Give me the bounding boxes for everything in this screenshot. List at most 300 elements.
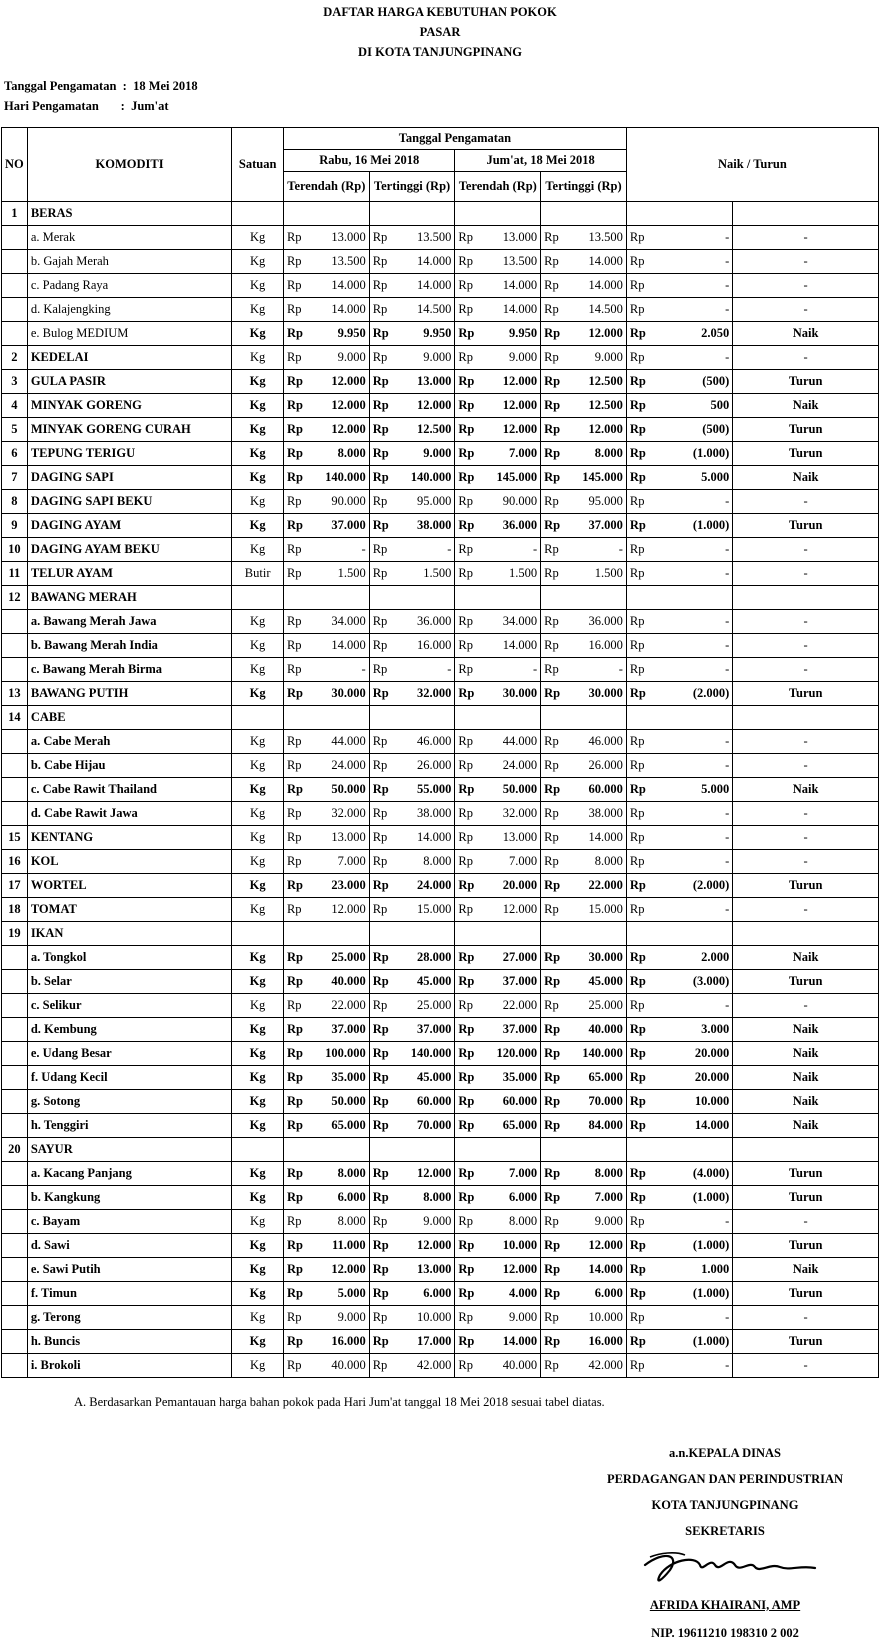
price-value: 70.000	[571, 1090, 627, 1114]
rp-label: Rp	[455, 682, 485, 706]
price-value: 10.000	[571, 1306, 627, 1330]
price-value: 36.000	[485, 514, 541, 538]
price-value	[399, 922, 455, 946]
rp-label: Rp	[455, 850, 485, 874]
rp-label: Rp	[283, 1162, 313, 1186]
rp-label	[455, 922, 485, 946]
rp-label: Rp	[626, 490, 656, 514]
table-row	[2, 370, 879, 394]
rp-label: Rp	[455, 226, 485, 250]
rp-label	[541, 202, 571, 226]
price-value: 30.000	[313, 682, 369, 706]
rp-label: Rp	[283, 850, 313, 874]
price-value: 37.000	[485, 1018, 541, 1042]
rp-label: Rp	[541, 874, 571, 898]
row-no	[2, 1114, 28, 1138]
diff-value: (1.000)	[656, 1234, 732, 1258]
price-value: 140.000	[399, 466, 455, 490]
document-title	[0, 2, 880, 62]
status-cell: Turun	[733, 1234, 879, 1258]
commodity-name: b. Bawang Merah India	[27, 634, 232, 658]
status-cell: Naik	[733, 322, 879, 346]
rp-label: Rp	[455, 778, 485, 802]
rp-label: Rp	[626, 250, 656, 274]
rp-label: Rp	[369, 1042, 399, 1066]
unit-cell	[232, 706, 284, 730]
rp-label: Rp	[455, 298, 485, 322]
rp-label: Rp	[283, 394, 313, 418]
rp-label: Rp	[369, 226, 399, 250]
header-terendah-2: Terendah (Rp)	[455, 172, 541, 202]
row-no	[2, 226, 28, 250]
price-value: 9.950	[399, 322, 455, 346]
price-value: 24.000	[399, 874, 455, 898]
price-value: 17.000	[399, 1330, 455, 1354]
status-cell: Turun	[733, 442, 879, 466]
rp-label: Rp	[541, 346, 571, 370]
diff-value: -	[656, 898, 732, 922]
price-value: 9.000	[399, 1210, 455, 1234]
rp-label	[626, 1138, 656, 1162]
table-row	[2, 1114, 879, 1138]
header-date-2: Jum'at, 18 Mei 2018	[455, 150, 626, 172]
status-cell: Turun	[733, 370, 879, 394]
status-cell: Naik	[733, 1066, 879, 1090]
observation-day: Hari Pengamatan : Jum'at	[4, 99, 169, 113]
diff-value: -	[656, 298, 732, 322]
price-value	[485, 202, 541, 226]
price-value: 44.000	[485, 730, 541, 754]
rp-label	[626, 706, 656, 730]
commodity-name: a. Cabe Merah	[27, 730, 232, 754]
status-cell: -	[733, 538, 879, 562]
unit-cell: Kg	[232, 754, 284, 778]
price-value: 37.000	[485, 970, 541, 994]
unit-cell: Kg	[232, 1210, 284, 1234]
rp-label: Rp	[283, 610, 313, 634]
rp-label: Rp	[283, 874, 313, 898]
price-value: 14.000	[485, 634, 541, 658]
rp-label: Rp	[369, 466, 399, 490]
row-no: 9	[2, 514, 28, 538]
price-value	[399, 706, 455, 730]
rp-label: Rp	[455, 970, 485, 994]
price-value: 8.000	[313, 1162, 369, 1186]
rp-label: Rp	[455, 1186, 485, 1210]
price-value: 14.000	[399, 274, 455, 298]
status-cell: Turun	[733, 514, 879, 538]
rp-label: Rp	[369, 490, 399, 514]
status-cell: Naik	[733, 1042, 879, 1066]
table-row	[2, 298, 879, 322]
diff-value: (500)	[656, 418, 732, 442]
commodity-name: WORTEL	[27, 874, 232, 898]
row-no	[2, 1306, 28, 1330]
row-no	[2, 1042, 28, 1066]
status-cell: Naik	[733, 466, 879, 490]
diff-value: -	[656, 802, 732, 826]
rp-label: Rp	[626, 1258, 656, 1282]
rp-label: Rp	[541, 730, 571, 754]
price-value: 38.000	[399, 514, 455, 538]
commodity-name: g. Sotong	[27, 1090, 232, 1114]
rp-label: Rp	[541, 514, 571, 538]
rp-label: Rp	[369, 994, 399, 1018]
rp-label: Rp	[369, 874, 399, 898]
price-value: 37.000	[571, 514, 627, 538]
rp-label: Rp	[283, 466, 313, 490]
row-no	[2, 1282, 28, 1306]
status-cell: -	[733, 754, 879, 778]
commodity-name: KEDELAI	[27, 346, 232, 370]
rp-label: Rp	[369, 538, 399, 562]
rp-label	[455, 586, 485, 610]
rp-label: Rp	[455, 250, 485, 274]
rp-label: Rp	[541, 658, 571, 682]
rp-label: Rp	[455, 370, 485, 394]
price-value: 25.000	[399, 994, 455, 1018]
rp-label: Rp	[626, 634, 656, 658]
rp-label: Rp	[369, 394, 399, 418]
commodity-name: BAWANG MERAH	[27, 586, 232, 610]
rp-label	[283, 586, 313, 610]
rp-label: Rp	[626, 1042, 656, 1066]
table-row	[2, 610, 879, 634]
diff-value	[656, 1138, 732, 1162]
diff-value: (3.000)	[656, 970, 732, 994]
rp-label: Rp	[541, 946, 571, 970]
price-value: 60.000	[399, 1090, 455, 1114]
rp-label: Rp	[369, 1306, 399, 1330]
diff-value: -	[656, 250, 732, 274]
diff-value: -	[656, 226, 732, 250]
rp-label	[369, 922, 399, 946]
rp-label: Rp	[369, 370, 399, 394]
price-value	[485, 922, 541, 946]
price-value: 12.000	[313, 1258, 369, 1282]
row-no	[2, 754, 28, 778]
row-no	[2, 1354, 28, 1378]
commodity-name: TELUR AYAM	[27, 562, 232, 586]
rp-label: Rp	[455, 1330, 485, 1354]
rp-label: Rp	[626, 850, 656, 874]
table-row	[2, 418, 879, 442]
price-value: 13.000	[313, 826, 369, 850]
price-value: 60.000	[485, 1090, 541, 1114]
unit-cell: Kg	[232, 994, 284, 1018]
commodity-name: DAGING SAPI BEKU	[27, 490, 232, 514]
unit-cell: Kg	[232, 490, 284, 514]
price-value: 12.000	[571, 418, 627, 442]
row-no	[2, 1234, 28, 1258]
table-row	[2, 250, 879, 274]
price-value: 50.000	[485, 778, 541, 802]
rp-label: Rp	[283, 1354, 313, 1378]
rp-label: Rp	[455, 322, 485, 346]
table-row	[2, 562, 879, 586]
table-row	[2, 1282, 879, 1306]
rp-label: Rp	[541, 250, 571, 274]
observation-date: Tanggal Pengamatan : 18 Mei 2018	[4, 79, 198, 93]
rp-label: Rp	[455, 1282, 485, 1306]
price-value: 90.000	[313, 490, 369, 514]
status-cell: Naik	[733, 946, 879, 970]
rp-label: Rp	[541, 1042, 571, 1066]
rp-label: Rp	[369, 1330, 399, 1354]
price-value: 145.000	[571, 466, 627, 490]
rp-label: Rp	[369, 250, 399, 274]
price-value: 9.000	[485, 346, 541, 370]
rp-label: Rp	[455, 1042, 485, 1066]
rp-label: Rp	[283, 1114, 313, 1138]
price-value: 13.500	[399, 226, 455, 250]
rp-label: Rp	[283, 370, 313, 394]
rp-label: Rp	[541, 298, 571, 322]
rp-label: Rp	[541, 538, 571, 562]
price-value: 12.000	[485, 898, 541, 922]
price-value: 12.500	[399, 418, 455, 442]
status-cell: -	[733, 898, 879, 922]
price-value: 6.000	[313, 1186, 369, 1210]
price-value: 12.500	[571, 370, 627, 394]
price-value: 14.000	[313, 274, 369, 298]
price-value: 12.000	[485, 394, 541, 418]
rp-label	[455, 1138, 485, 1162]
row-no: 3	[2, 370, 28, 394]
price-value: 12.500	[571, 394, 627, 418]
price-value: 9.000	[571, 1210, 627, 1234]
commodity-name: DAGING AYAM	[27, 514, 232, 538]
rp-label: Rp	[369, 418, 399, 442]
price-value: 38.000	[571, 802, 627, 826]
rp-label: Rp	[626, 562, 656, 586]
rp-label: Rp	[283, 1210, 313, 1234]
diff-value: 2.050	[656, 322, 732, 346]
price-value: 13.000	[485, 226, 541, 250]
commodity-name: g. Terong	[27, 1306, 232, 1330]
status-cell: -	[733, 1306, 879, 1330]
rp-label	[455, 202, 485, 226]
unit-cell: Kg	[232, 1186, 284, 1210]
status-cell	[733, 1138, 879, 1162]
signatory-name: AFRIDA KHAIRANI, AMP	[649, 1598, 801, 1612]
unit-cell: Kg	[232, 802, 284, 826]
unit-cell	[232, 586, 284, 610]
rp-label: Rp	[369, 1186, 399, 1210]
rp-label: Rp	[369, 682, 399, 706]
price-value: 14.000	[571, 274, 627, 298]
price-value: 90.000	[485, 490, 541, 514]
status-cell: Turun	[733, 682, 879, 706]
rp-label: Rp	[541, 1114, 571, 1138]
diff-value	[656, 706, 732, 730]
price-value: 15.000	[399, 898, 455, 922]
rp-label: Rp	[626, 514, 656, 538]
rp-label	[283, 706, 313, 730]
diff-value: (2.000)	[656, 874, 732, 898]
rp-label: Rp	[455, 610, 485, 634]
price-value: 14.000	[485, 298, 541, 322]
rp-label	[369, 1138, 399, 1162]
price-value: 100.000	[313, 1042, 369, 1066]
price-value: 12.000	[399, 394, 455, 418]
price-value: 13.500	[485, 250, 541, 274]
price-value: 140.000	[399, 1042, 455, 1066]
price-value: 42.000	[399, 1354, 455, 1378]
price-value: 60.000	[571, 778, 627, 802]
status-cell: -	[733, 346, 879, 370]
price-value: 1.500	[485, 562, 541, 586]
price-value: -	[313, 538, 369, 562]
rp-label: Rp	[369, 778, 399, 802]
rp-label: Rp	[626, 1066, 656, 1090]
unit-cell	[232, 1138, 284, 1162]
rp-label: Rp	[369, 946, 399, 970]
price-value: 140.000	[313, 466, 369, 490]
price-value: 20.000	[485, 874, 541, 898]
price-value: 55.000	[399, 778, 455, 802]
diff-value: -	[656, 610, 732, 634]
rp-label: Rp	[455, 394, 485, 418]
price-value: 9.000	[399, 442, 455, 466]
commodity-name: KOL	[27, 850, 232, 874]
diff-value: (1.000)	[656, 1330, 732, 1354]
commodity-name: b. Kangkung	[27, 1186, 232, 1210]
rp-label: Rp	[541, 682, 571, 706]
price-value: 32.000	[399, 682, 455, 706]
price-value	[571, 922, 627, 946]
commodity-name: a. Bawang Merah Jawa	[27, 610, 232, 634]
rp-label: Rp	[626, 226, 656, 250]
rp-label: Rp	[455, 538, 485, 562]
status-cell	[733, 706, 879, 730]
row-no: 14	[2, 706, 28, 730]
price-value	[313, 586, 369, 610]
commodity-name: h. Tenggiri	[27, 1114, 232, 1138]
rp-label: Rp	[541, 1210, 571, 1234]
price-value: 9.950	[485, 322, 541, 346]
rp-label: Rp	[626, 1282, 656, 1306]
signature-line-4: SEKRETARIS	[685, 1524, 765, 1538]
price-value: 35.000	[485, 1066, 541, 1090]
diff-value	[656, 922, 732, 946]
rp-label: Rp	[283, 250, 313, 274]
price-value: 12.000	[485, 370, 541, 394]
rp-label: Rp	[541, 1330, 571, 1354]
rp-label: Rp	[369, 346, 399, 370]
price-value: 16.000	[313, 1330, 369, 1354]
rp-label: Rp	[283, 1330, 313, 1354]
rp-label: Rp	[283, 298, 313, 322]
diff-value: -	[656, 850, 732, 874]
diff-value: -	[656, 826, 732, 850]
rp-label: Rp	[541, 1282, 571, 1306]
commodity-name: a. Tongkol	[27, 946, 232, 970]
price-value: 24.000	[485, 754, 541, 778]
title-line-3: DI KOTA TANJUNGPINANG	[358, 45, 522, 59]
rp-label: Rp	[369, 850, 399, 874]
table-row	[2, 826, 879, 850]
price-value: 1.500	[571, 562, 627, 586]
row-no: 6	[2, 442, 28, 466]
price-value: 9.000	[313, 1306, 369, 1330]
rp-label	[626, 922, 656, 946]
price-value	[571, 1138, 627, 1162]
rp-label: Rp	[283, 1018, 313, 1042]
rp-label: Rp	[283, 1042, 313, 1066]
rp-label: Rp	[455, 946, 485, 970]
price-value	[571, 586, 627, 610]
rp-label: Rp	[283, 490, 313, 514]
rp-label: Rp	[626, 1330, 656, 1354]
price-value: 7.000	[485, 850, 541, 874]
price-value: -	[399, 538, 455, 562]
rp-label: Rp	[626, 322, 656, 346]
price-value: -	[571, 658, 627, 682]
price-value: 46.000	[399, 730, 455, 754]
rp-label	[626, 586, 656, 610]
status-cell: -	[733, 250, 879, 274]
price-value	[313, 1138, 369, 1162]
table-row	[2, 1066, 879, 1090]
price-value: 35.000	[313, 1066, 369, 1090]
unit-cell: Kg	[232, 250, 284, 274]
unit-cell: Kg	[232, 1162, 284, 1186]
status-cell: Turun	[733, 1282, 879, 1306]
price-value: 22.000	[313, 994, 369, 1018]
price-value: 26.000	[399, 754, 455, 778]
rp-label: Rp	[626, 754, 656, 778]
rp-label: Rp	[626, 826, 656, 850]
header-satuan: Satuan	[232, 128, 284, 202]
observation-meta	[4, 76, 198, 116]
price-value	[571, 706, 627, 730]
row-no: 7	[2, 466, 28, 490]
price-value	[399, 202, 455, 226]
price-value: 65.000	[313, 1114, 369, 1138]
row-no: 11	[2, 562, 28, 586]
commodity-name: a. Merak	[27, 226, 232, 250]
unit-cell: Kg	[232, 226, 284, 250]
price-value	[313, 202, 369, 226]
rp-label: Rp	[626, 1162, 656, 1186]
price-value: 34.000	[485, 610, 541, 634]
rp-label: Rp	[455, 1018, 485, 1042]
rp-label: Rp	[455, 418, 485, 442]
price-value: 12.000	[313, 394, 369, 418]
table-row	[2, 1186, 879, 1210]
status-cell: Turun	[733, 970, 879, 994]
rp-label: Rp	[283, 802, 313, 826]
price-value: 36.000	[571, 610, 627, 634]
table-row	[2, 754, 879, 778]
unit-cell: Kg	[232, 514, 284, 538]
unit-cell: Kg	[232, 1090, 284, 1114]
price-value: 8.000	[313, 442, 369, 466]
price-value: 37.000	[313, 1018, 369, 1042]
row-no	[2, 1066, 28, 1090]
rp-label	[369, 706, 399, 730]
price-value: 7.000	[485, 1162, 541, 1186]
rp-label: Rp	[541, 418, 571, 442]
price-value: 4.000	[485, 1282, 541, 1306]
commodity-name: TOMAT	[27, 898, 232, 922]
rp-label: Rp	[541, 1234, 571, 1258]
price-value: 22.000	[485, 994, 541, 1018]
row-no: 8	[2, 490, 28, 514]
rp-label: Rp	[283, 1306, 313, 1330]
table-row	[2, 1162, 879, 1186]
